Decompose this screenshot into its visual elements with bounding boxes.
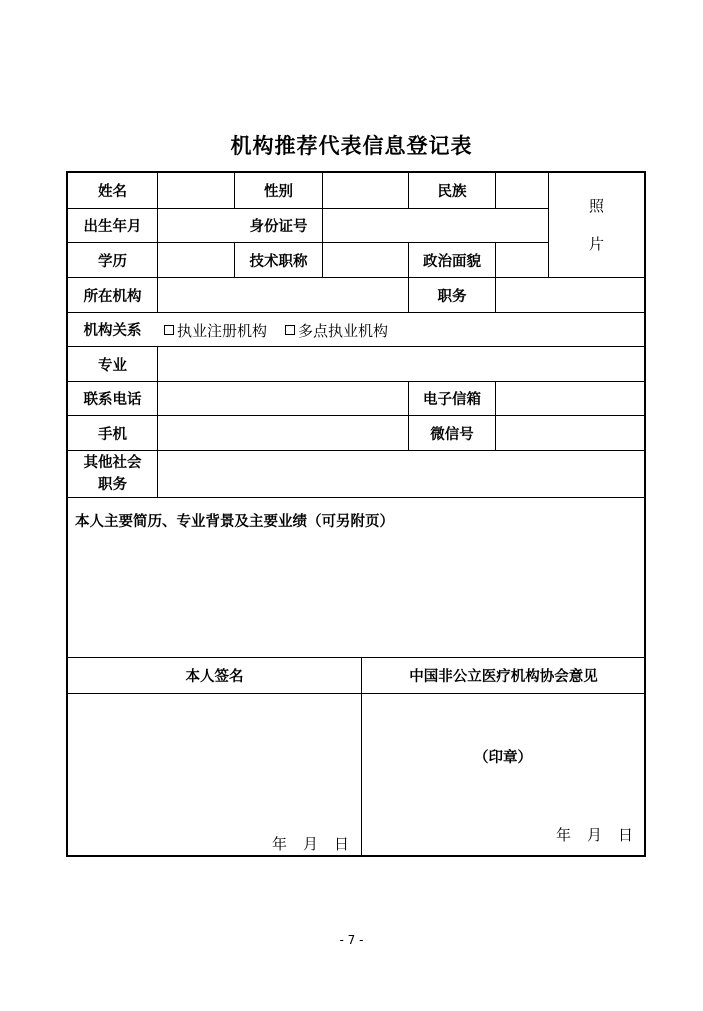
mobile-field[interactable] [158,416,408,450]
page-title: 机构推荐代表信息登记表 [230,134,473,158]
label-other-duties-line2: 职务 [98,477,127,493]
seal-label: （印章） [474,749,532,766]
day-label: 日 [618,825,634,844]
signature-heading: 本人签名 [185,669,244,685]
association-date [556,823,633,845]
gender-field[interactable] [323,173,408,208]
label-major: 专业 [98,357,127,374]
id-number-field[interactable] [323,209,548,242]
label-gender: 性别 [264,184,293,200]
phone-field[interactable] [158,382,408,415]
label-birth: 出生年月 [83,219,142,235]
resume-heading: 本人主要简历、专业背景及主要业绩（可另附页） [75,513,394,530]
relation-option-label: 多点执业机构 [298,321,389,340]
political-field[interactable] [496,243,548,277]
month-label: 月 [587,825,603,844]
label-political: 政治面貌 [423,253,481,270]
tech-title-field[interactable] [323,243,408,277]
checkbox-icon[interactable] [164,325,174,335]
photo-box[interactable] [548,173,645,277]
photo-label-1: 照 [588,197,604,215]
grid-line [68,497,645,498]
year-label: 年 [556,825,572,844]
label-other-duties-line1: 其他社会 [83,455,142,471]
checkbox-icon[interactable] [285,325,295,335]
month-label: 月 [303,834,319,853]
relation-option-registered[interactable] [164,320,267,341]
page-number: - 7 - [339,933,364,947]
signature-field[interactable] [68,694,361,855]
day-label: 日 [334,834,350,853]
institution-field[interactable] [158,278,408,312]
label-other-duties [68,451,157,497]
relation-options [164,314,406,346]
year-label: 年 [272,834,288,853]
major-field[interactable] [158,347,645,381]
signature-date [272,832,349,854]
email-field[interactable] [496,382,645,415]
association-opinion-heading: 中国非公立医疗机构协会意见 [409,669,598,685]
ethnicity-field[interactable] [496,173,548,208]
position-field[interactable] [496,278,645,312]
label-education: 学历 [98,253,127,270]
label-mobile: 手机 [98,426,127,443]
photo-label-2: 片 [588,235,604,253]
resume-field[interactable] [68,533,645,655]
other-duties-field[interactable] [158,451,645,497]
name-field[interactable] [158,173,234,208]
label-email: 电子信箱 [423,392,481,408]
label-position: 职务 [437,288,467,305]
label-wechat: 微信号 [430,426,474,443]
relation-option-multi-site[interactable] [285,320,388,341]
label-tech-title: 技术职称 [249,253,308,270]
label-phone: 联系电话 [83,392,142,408]
label-name: 姓名 [98,184,127,200]
registration-form [66,171,646,857]
label-relation: 机构关系 [83,323,142,339]
label-id-number: 身份证号 [249,219,308,235]
wechat-field[interactable] [496,416,645,450]
relation-option-label: 执业注册机构 [177,321,268,340]
label-institution: 所在机构 [83,288,142,305]
education-field[interactable] [158,243,234,277]
label-ethnicity: 民族 [437,184,467,200]
